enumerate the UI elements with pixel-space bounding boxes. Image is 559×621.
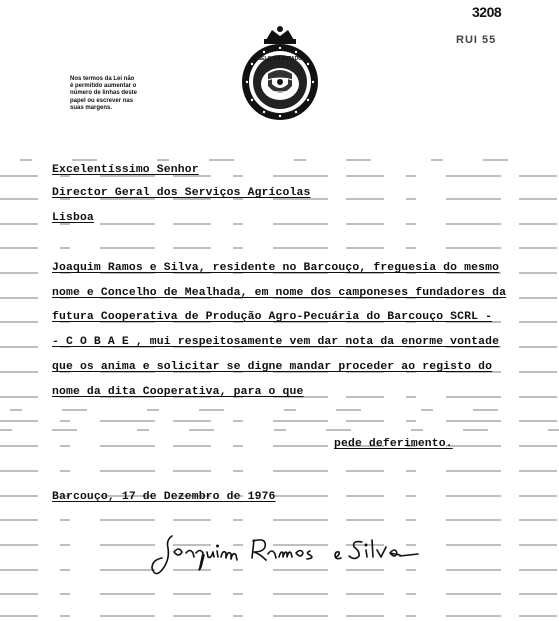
note-line: número de linhas deste (70, 90, 138, 97)
body-line: Joaquim Ramos e Silva, residente no Barcouço, freguesia do mesmo (52, 262, 500, 274)
note-line: suas margens. (70, 104, 113, 111)
body-line: que os anima e solicitar se digne mandar proceder ao registo do (52, 361, 493, 373)
reference-number: 3208 (472, 4, 502, 20)
body-line: nome e Concelho de Mealhada, em nome dos camponeses fundadores da (52, 287, 507, 299)
closing-text: pede deferimento. (334, 438, 453, 450)
body-line: - C O B A E , mui respeitosamente vem dar nota da enorme vontade (52, 336, 500, 348)
addressee-line-3: Lisboa (52, 212, 94, 224)
note-line: Nos termos da Lei não (70, 76, 135, 82)
addressee-line-1: Excelentíssimo Senhor (52, 164, 199, 176)
addressee-line-2: Director Geral dos Serviços Agrícolas (52, 187, 311, 199)
note-line: papel ou escrever nas (70, 97, 134, 104)
seal-text: SELO DO ESTADO (257, 56, 303, 62)
body-line: nome da dita Cooperativa, para o que (52, 386, 304, 398)
stamp-code: RUI 55 (456, 34, 497, 46)
place-date: Barcouço, 17 de Dezembro de 1976 (52, 491, 276, 503)
body-line: futura Cooperativa de Produção Agro-Pecuária do Barcouço SCRL - (52, 311, 493, 323)
note-line: é permitido aumentar o (70, 83, 137, 90)
